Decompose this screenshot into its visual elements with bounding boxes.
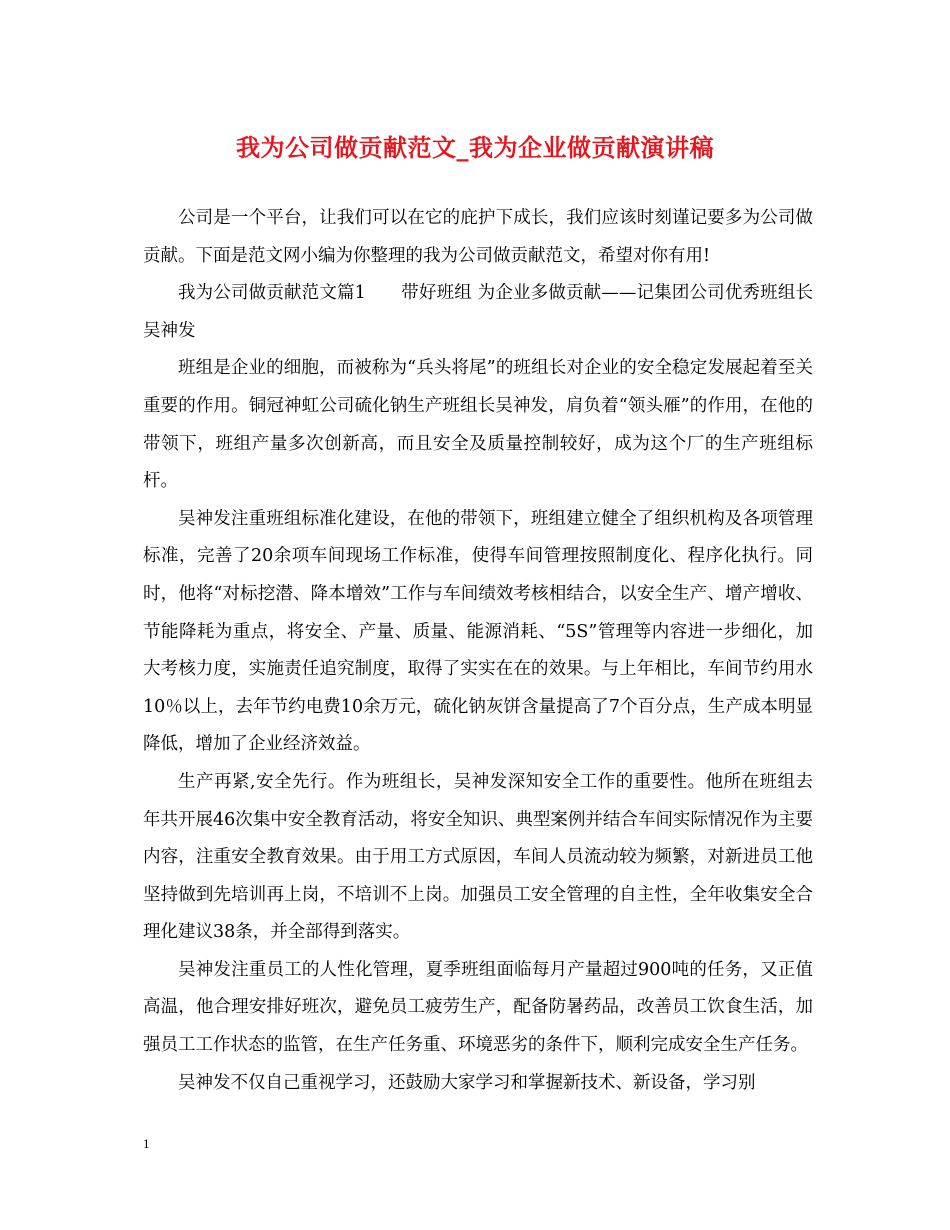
paragraph: 班组是企业的细胞，而被称为“兵头将尾”的班组长对企业的安全稳定发展起着至关重要的作用。铜冠神虹公司硫化钠生产班组长吴神发，肩负着“领头雁”的作用，在他的带领下，班组产量多次创新高，而且安全及质量控制较好，成为这个厂的生产班组标杆。 [143, 358, 813, 492]
paragraph: 公司是一个平台，让我们可以在它的庇护下成长，我们应该时刻谨记要多为公司做贡献。下面是范文网小编为你整理的我为公司做贡献范文，希望对你有用! [143, 208, 813, 266]
paragraph: 生产再紧,安全先行。作为班组长，吴神发深知安全工作的重要性。他所在班组去年共开展46次集中安全教育活动，将安全知识、典型案例并结合车间实际情况作为主要内容，注重安全教育效果。由于用工方式原因，车间人员流动较为频繁，对新进员工他坚持做到先培训再上岗，不培训不上岗。加强员工安全管理的自主性，全年收集安全合理化建议38条，并全部得到落实。 [143, 771, 813, 943]
paragraph: 我为公司做贡献范文篇1 带好班组 为企业多做贡献——记集团公司优秀班组长吴神发 [143, 283, 813, 341]
paragraph: 吴神发注重班组标准化建设，在他的带领下，班组建立健全了组织机构及各项管理标准，完善了20余项车间现场工作标准，使得车间管理按照制度化、程序化执行。同时，他将“对标挖潜、降本增效”工作与车间绩效考核相结合，以安全生产、增产增收、节能降耗为重点，将安全、产量、质量、能源消耗、“5S”管理等内容进一步细化，加大考核力度，实施责任追究制度，取得了实实在在的效果。与上年相比，车间节约用水10％以上，去年节约电费10余万元，硫化钠灰饼含量提高了7个百分点，生产成本明显降低，增加了企业经济效益。 [143, 508, 813, 755]
paragraph: 吴神发不仅自己重视学习，还鼓励大家学习和掌握新技术、新设备，学习别 [178, 1072, 756, 1093]
document-body [143, 200, 813, 1102]
document-title: 我为公司做贡献范文_我为企业做贡献演讲稿 [236, 133, 714, 162]
page-number: 1 [143, 1136, 150, 1151]
paragraph: 吴神发注重员工的人性化管理，夏季班组面临每月产量超过900吨的任务，又正值高温，他合理安排好班次，避免员工疲劳生产，配备防暑药品，改善员工饮食生活，加强员工工作状态的监管，在生产任务重、环境恶劣的条件下，顺利完成安全生产任务。 [143, 959, 813, 1056]
